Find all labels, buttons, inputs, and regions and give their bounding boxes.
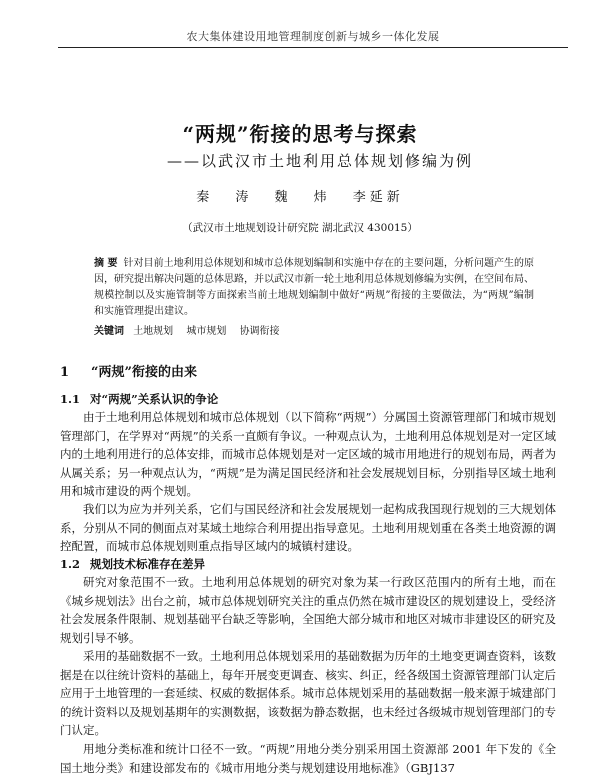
paragraph: 我们以为应为并列关系，它们与国民经济和社会发展规划一起构成我国现行规划的三大规划体系，分别从不同的侧面点对某域土地综合利用提出指导意见。土地利用规划重在各类土地资源的调控配置，而城市总体规划则重点指导区域内的城镇村建设。: [60, 502, 556, 553]
keywords: [94, 324, 534, 340]
paragraph: 研究对象范围不一致。土地利用总体规划的研究对象为某一行政区范围内的所有土地，而在《城乡规划法》出台之前，城市总体规划研究关注的重点仍然在城市建设区的规划建设上，受经济社会发展条件限制、规划基础平台缺乏等影响，全国绝大部分城市和地区对城市非建设区的研究及规划引导不够。: [60, 575, 556, 645]
abstract-label: 摘 要: [94, 258, 118, 269]
authors: 秦 涛 魏 炜 李延新: [196, 190, 404, 205]
subsection-heading-1-1: [60, 391, 218, 407]
subsection-title: 规划技术标准存在差异: [90, 557, 206, 571]
section-number: 1: [60, 365, 70, 380]
paragraph: 用地分类标准和统计口径不一致。“两规”用地分类分别采用国土资源部 2001 年下发的《全国土地分类》和建设部发布的《城市用地分类与规划建设用地标准》（GBJ137: [60, 742, 556, 775]
section-heading-1: [60, 361, 560, 380]
keyword-item: 城市规划: [186, 326, 227, 337]
subsection-number: 1.2: [60, 557, 81, 571]
paragraph: 采用的基础数据不一致。土地利用总体规划采用的基础数据为历年的土地变更调查资料，该数据是在以往统计资料的基础上，每年开展变更调查、核实、纠正，经各级国土资源管理部门认定后应用于土地管理的一套延续、权威的数据体系。城市总体规划采用的基础数据一般来源于城建部门的统计资料以及规划基期年的实测数据，该数据为静态数据，也未经过各级城市规划管理部门的专门认定。: [60, 649, 556, 737]
keyword-item: 协调衔接: [239, 326, 280, 337]
article-subtitle: ——以武汉市土地利用总体规划修编为例: [166, 152, 473, 170]
abstract: [94, 256, 534, 320]
running-header: [58, 28, 568, 48]
affiliation: （武汉市土地规划设计研究院 湖北武汉 430015）: [182, 222, 418, 234]
paragraph: 由于土地利用总体规划和城市总体规划（以下简称“两规”）分属国土资源管理部门和城市规划管理部门，在学界对“两规”的关系一直颇有争议。一种观点认为，土地利用总体规划是对一定区域内的土地利用进行的总体安排，而城市总体规划是对一定区域的城市用地进行的规划布局，两者为从属关系；另一种观点认为，“两规”是为满足国民经济和社会发展规划目标，分别指导区域土地利用和城市建设的两个规划。: [60, 410, 556, 498]
running-header-text: 农大集体建设用地管理制度创新与城乡一体化发展: [186, 30, 440, 43]
subsection-number: 1.1: [60, 392, 81, 406]
keyword-item: 土地规划: [133, 326, 174, 337]
subsection-title: 对“两规”关系认识的争论: [90, 392, 219, 406]
abstract-text: 针对目前土地利用总体规划和城市总体规划编制和实施中存在的主要问题，分析问题产生的原因，研究提出解决问题的总体思路，并以武汉市新一轮土地利用总体规划修编为实例，在空间布局、规模控制以及实施管制等方面探索当前土地规划编制中做好“两规”衔接的主要做法，为“两规”编制和实施管理提出建议。: [94, 258, 535, 317]
article-title: “两规”衔接的思考与探索: [182, 122, 418, 146]
keywords-label: 关键词: [94, 326, 124, 337]
subsection-heading-1-2: [60, 556, 205, 572]
section-title: “两规”衔接的由来: [91, 365, 198, 380]
